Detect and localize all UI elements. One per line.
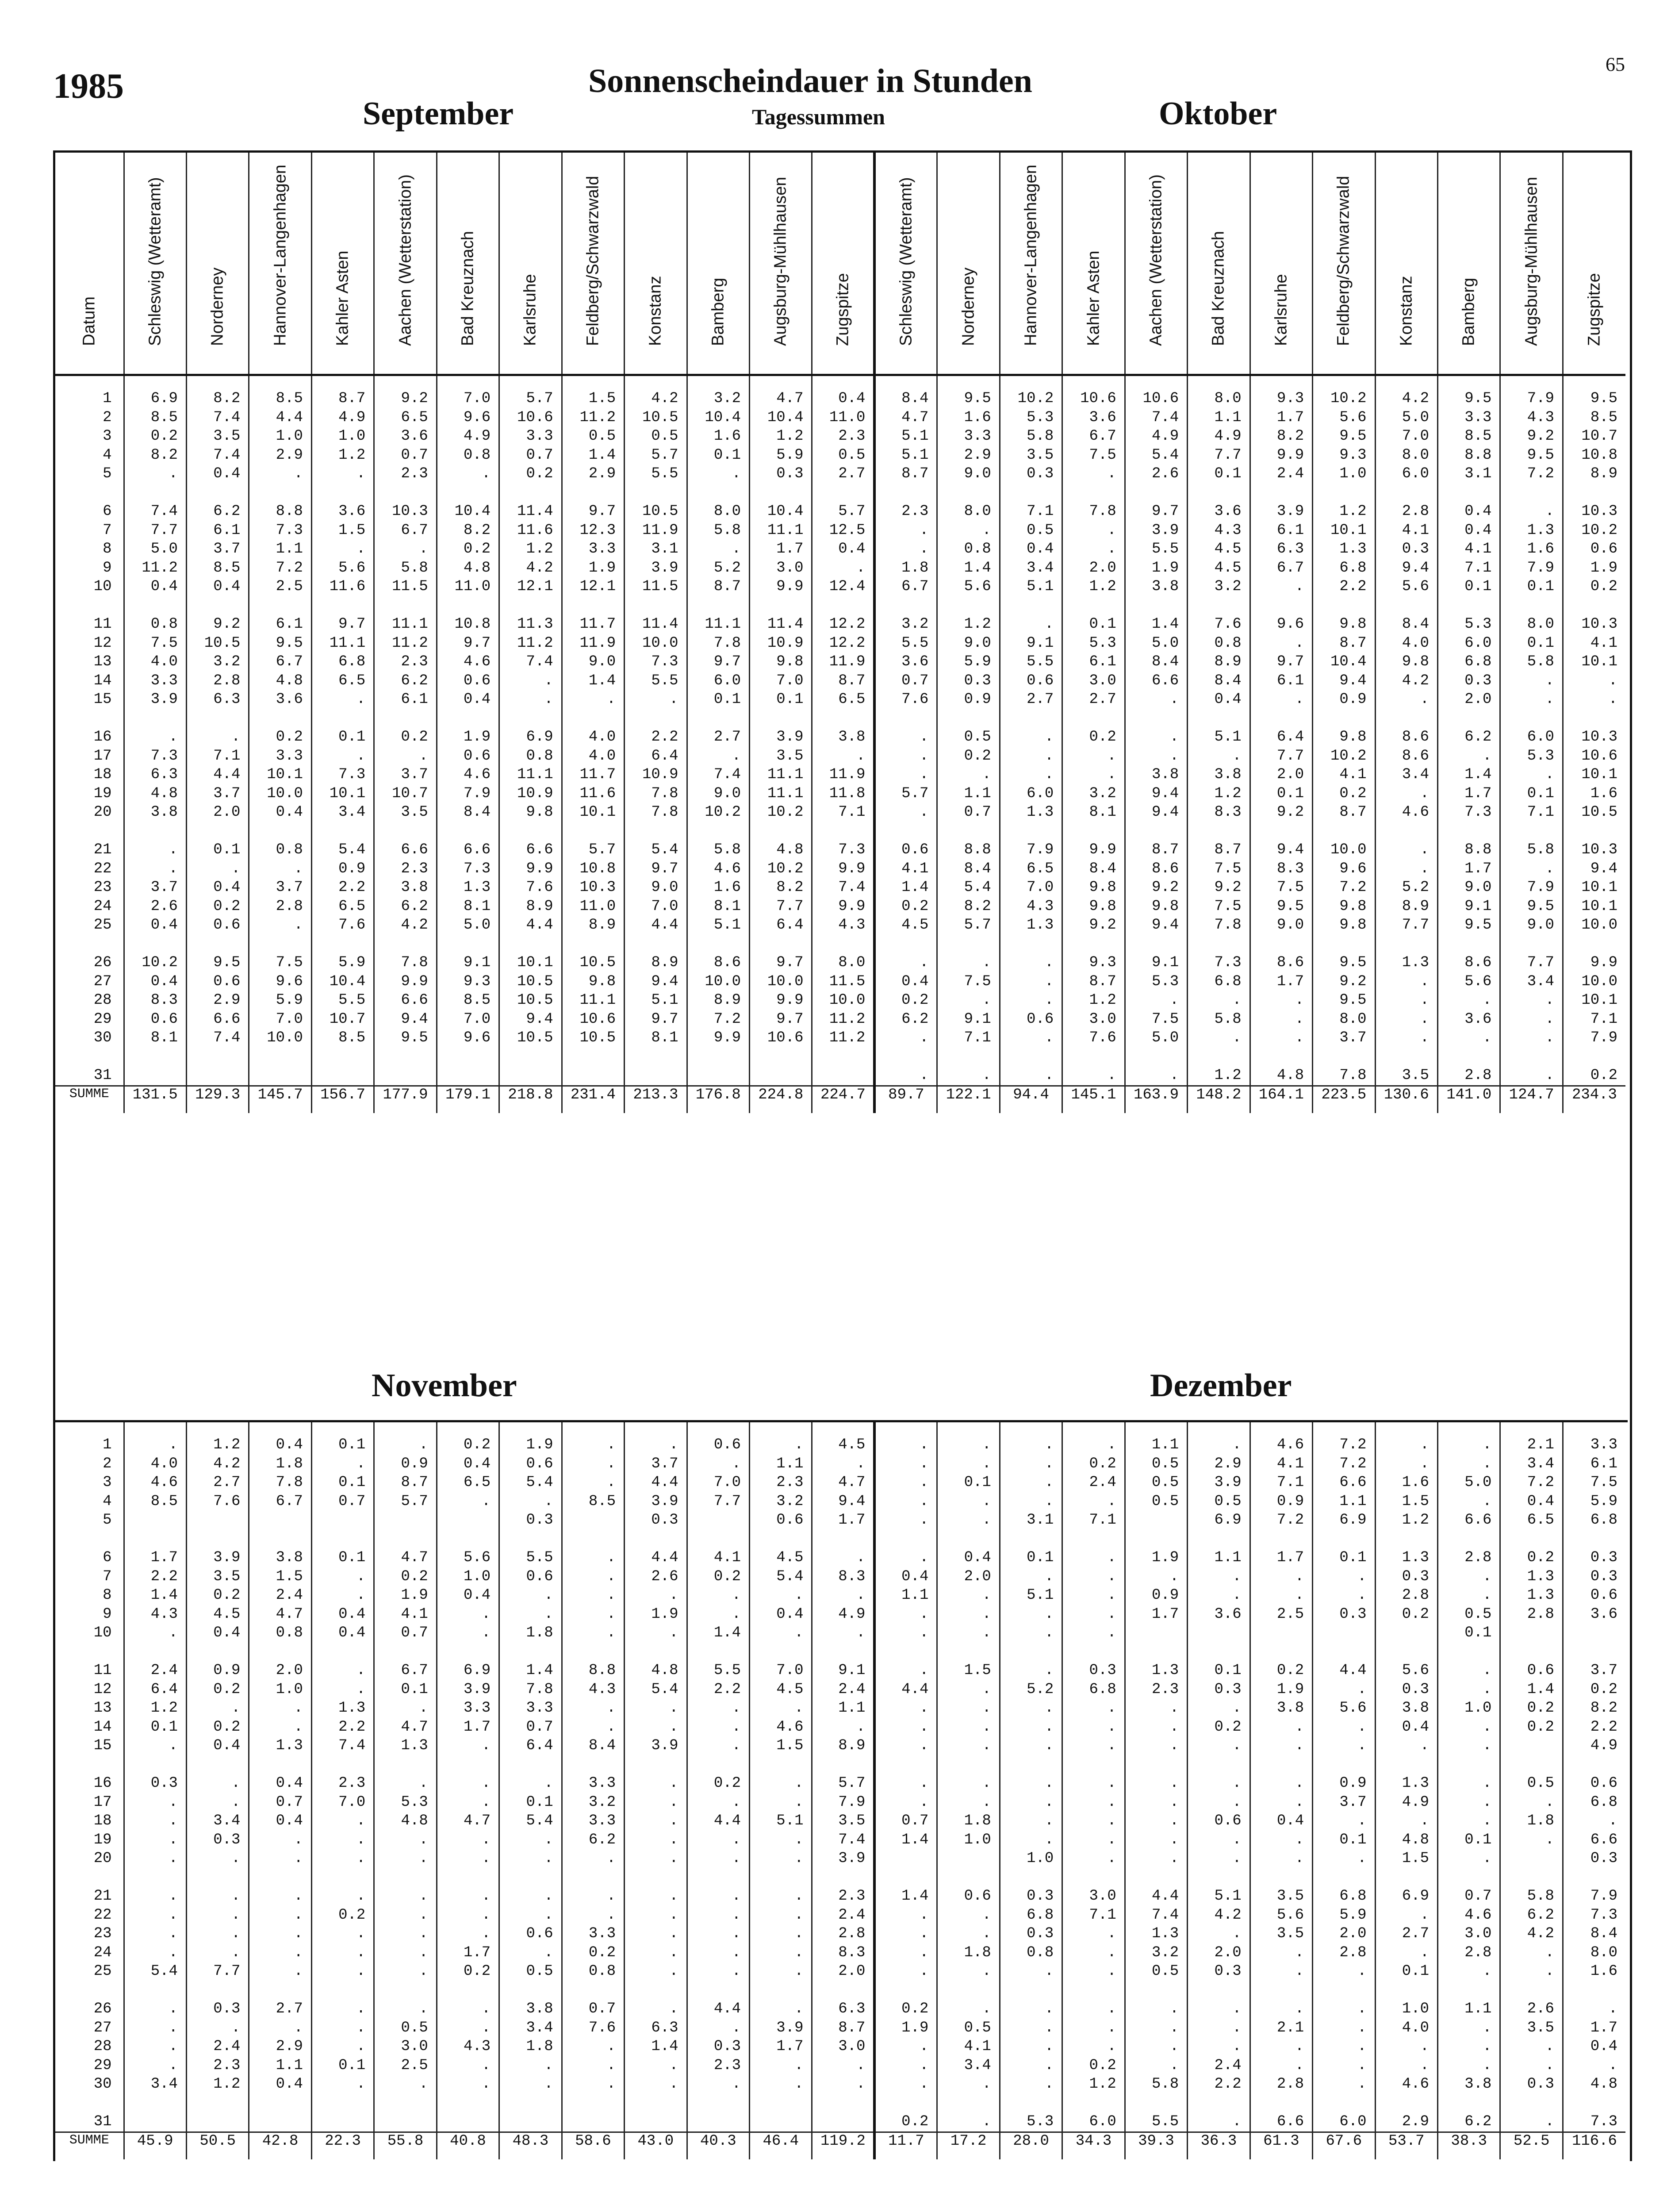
sum-value: 38.3 <box>1438 2132 1500 2159</box>
day-values-column: 9.5 8.5 10.7 10.8 8.9 10.3 10.2 0.6 1.9 0.2 10.3 4.1 10.1 . . 10.3 10.6 10.1 1.6 10.5 10.3 9.4 10.1 10.1 10.0 9.9 10.0 10.1 7.1 7.9 0.2 <box>1563 375 1625 1086</box>
sum-value: 218.8 <box>499 1086 562 1113</box>
day-values-column: 0.2 0.4 6.5 . 5.6 1.0 0.4 . . 6.9 3.9 3.3 1.7 . . . 4.7 . . . . . 1.7 0.2 . . 4.3 . . <box>437 1422 499 2132</box>
sum-value: 163.9 <box>1125 1086 1187 1113</box>
sum-value: 40.3 <box>687 2132 749 2159</box>
day-values-column: 9.2 6.5 3.6 0.7 2.3 10.3 6.7 . 5.8 11.5 11.1 11.2 2.3 6.2 6.1 0.2 . 3.7 10.7 3.5 6.6 2.3 3.8 6.2 4.2 7.8 9.9 6.6 9.4 9.5 <box>374 375 437 1086</box>
sum-value: 45.9 <box>124 2132 186 2159</box>
sum-value: 224.8 <box>750 1086 812 1113</box>
day-values-column: 4.2 5.0 7.0 8.0 6.0 2.8 4.1 0.3 9.4 5.6 8.4 4.0 9.8 4.2 . 8.6 8.6 3.4 . 4.6 . . 5.2 8.9 7.7 1.3 . . . . 3.5 <box>1375 375 1437 1086</box>
station-name: Feldberg/Schwarzwald <box>1334 176 1353 346</box>
sum-value: 177.9 <box>374 1086 437 1113</box>
sum-value: 28.0 <box>1000 2132 1062 2159</box>
page-number: 65 <box>1606 54 1625 75</box>
day-values-column: 1.5 11.2 0.5 1.4 2.9 9.7 12.3 3.3 1.9 12.1 11.7 11.9 9.0 1.4 . 4.0 4.0 11.7 11.6 10.1 5.7 10.8 10.3 11.0 8.9 10.5 9.8 11.1 10.6 10.5 <box>562 375 624 1086</box>
sum-value: 42.8 <box>249 2132 311 2159</box>
day-values-column: 4.2 10.5 0.5 5.7 5.5 10.5 11.9 3.1 3.9 11.5 11.4 10.0 7.3 5.5 . 2.2 6.4 10.9 7.8 7.8 5.4 9.7 9.0 7.0 4.4 8.9 9.4 5.1 9.7 8.1 <box>625 375 687 1086</box>
datum-header-label: Datum <box>80 296 99 346</box>
sum-value: 131.5 <box>124 1086 186 1113</box>
datum-header <box>55 153 124 375</box>
day-values-column: 1.9 0.6 5.4 . 0.3 5.5 0.6 . . 1.8 1.4 7.8 3.3 0.7 6.4 . 0.1 5.4 . . . . 0.6 . 0.5 3.8 3.4 1.8 . . <box>499 1422 562 2132</box>
day-values-column: 8.0 1.1 4.9 7.7 0.1 3.6 4.3 4.5 4.5 3.2 7.6 0.8 8.9 8.4 0.4 5.1 . 3.8 1.2 8.3 8.7 7.5 9.2 7.5 7.8 7.3 6.8 . 5.8 . 1.2 <box>1188 375 1250 1086</box>
station-name: Konstanz <box>1397 276 1416 346</box>
data-table-nov-dec <box>55 1422 1625 2159</box>
sum-value: 148.2 <box>1188 1086 1250 1113</box>
day-values-column: 10.2 5.3 5.8 3.5 0.3 7.1 0.5 0.4 3.4 5.1 . 9.1 5.5 0.6 2.7 . . . 6.0 1.3 7.9 6.5 7.0 4.3 1.3 . . . 0.6 . . <box>1000 375 1062 1086</box>
day-values-column: 4.5 . 4.7 9.4 1.7 . 8.3 . 4.9 . 9.1 2.4 1.1 . 8.9 5.7 7.9 3.5 7.4 3.9 2.3 2.4 2.8 8.3 2.0 6.3 8.7 3.0 . . <box>812 1422 874 2132</box>
day-values-column: 0.4 11.0 2.3 0.5 2.7 5.7 12.5 0.4 . 12.4 12.2 12.2 11.9 8.7 6.5 3.8 . 11.9 11.8 7.1 7.3 9.9 7.4 9.9 4.3 8.0 11.5 10.0 11.2 11.2 <box>812 375 874 1086</box>
sum-value: 22.3 <box>311 2132 374 2159</box>
sum-value: 156.7 <box>311 1086 374 1113</box>
station-header <box>562 153 624 375</box>
station-header <box>186 153 249 375</box>
station-name: Karlsruhe <box>1272 274 1291 346</box>
sum-label: SUMME <box>55 1086 124 1113</box>
sum-value: 129.3 <box>186 1086 249 1113</box>
month-november: November <box>372 1367 517 1404</box>
sum-value: 116.6 <box>1563 2132 1625 2159</box>
day-values-column: 1.1 0.5 0.5 0.5 1.9 . 0.9 1.7 1.3 2.3 . . . . . . . . 4.4 7.4 1.3 3.2 0.5 . . . . 5.8 5.5 <box>1125 1422 1187 2132</box>
sum-value: 58.6 <box>562 2132 624 2159</box>
sum-value: 36.3 <box>1188 2132 1250 2159</box>
station-name: Norderney <box>959 267 978 346</box>
month-dezember: Dezember <box>1150 1367 1292 1404</box>
sum-value: 94.4 <box>1000 1086 1062 1113</box>
sum-value: 141.0 <box>1438 1086 1500 1113</box>
sum-value: 53.7 <box>1375 2132 1437 2159</box>
station-name: Zugspitze <box>833 273 852 346</box>
station-name: Schleswig (Wetteramt) <box>897 177 916 346</box>
sum-value: 34.3 <box>1062 2132 1125 2159</box>
month-oktober: Oktober <box>1159 96 1277 132</box>
sum-value: 124.7 <box>1500 1086 1563 1113</box>
sum-value: 46.4 <box>750 2132 812 2159</box>
day-values-column: . 0.2 2.4 . 7.1 . . . . . 0.3 6.8 . . . . . . . . 3.0 7.1 . . . . . . 0.2 1.2 6.0 <box>1062 1422 1125 2132</box>
data-table-sep-oct <box>55 153 1625 1113</box>
station-header <box>1125 153 1187 375</box>
day-values-column: . 4.0 4.6 8.5 1.7 2.2 1.4 4.3 . 2.4 6.4 1.2 0.1 . 0.3 . . . . . . . . 5.4 . . . . 3.4 <box>124 1422 186 2132</box>
station-name: Kahler Asten <box>333 250 352 346</box>
day-values-column: 3.3 6.1 7.5 5.9 6.8 0.3 0.3 0.6 3.6 3.7 0.2 8.2 2.2 4.9 0.6 6.8 . 6.6 0.3 7.9 7.3 8.4 8.0 1.6 . 1.7 0.4 . 4.8 7.3 <box>1563 1422 1625 2132</box>
sum-value: 145.7 <box>249 1086 311 1113</box>
station-header <box>687 153 749 375</box>
sum-value: 164.1 <box>1250 1086 1312 1113</box>
station-header <box>249 153 311 375</box>
day-values-column: 8.2 7.4 3.5 7.4 0.4 6.2 6.1 3.7 8.5 0.4 9.2 10.5 3.2 2.8 6.3 . 7.1 4.4 3.7 2.0 0.1 . 0.4 0.2 0.6 9.5 0.6 2.9 6.6 7.4 <box>186 375 249 1086</box>
station-header <box>937 153 1000 375</box>
sum-value: 11.7 <box>874 2132 937 2159</box>
day-values-column: 0.6 . 7.0 7.7 4.1 0.2 . . 1.4 5.5 2.2 . . . 0.2 . 4.4 . . . . . . . 4.4 . 0.3 2.3 . <box>687 1422 749 2132</box>
day-values-column: 0.1 . 0.1 0.7 0.1 . . 0.4 0.4 . . 1.3 2.2 7.4 2.3 7.0 . . . . 0.2 . . . . . . 0.1 . <box>311 1422 374 2132</box>
station-name: Bamberg <box>1459 277 1478 346</box>
station-name: Augsburg-Mühlhausen <box>771 177 790 346</box>
station-name: Bad Kreuznach <box>1209 231 1228 346</box>
sum-value: 89.7 <box>874 1086 937 1113</box>
day-values-column: 10.2 5.6 9.5 9.3 1.0 1.2 10.1 1.3 6.8 2.2 9.8 8.7 10.4 9.4 0.9 9.8 10.2 4.1 0.2 8.7 10.0 9.6 7.2 9.8 9.8 9.5 9.2 9.5 8.0 3.7 7.8 <box>1313 375 1375 1086</box>
sum-value: 17.2 <box>937 2132 1000 2159</box>
sum-value: 55.8 <box>374 2132 437 2159</box>
day-values-column: 3.2 10.4 1.6 0.1 . 8.0 5.8 . 5.2 8.7 11.1 7.8 9.7 6.0 0.1 2.7 . 7.4 9.0 10.2 5.8 4.6 1.6 8.1 5.1 8.6 10.0 8.9 7.2 9.9 <box>687 375 749 1086</box>
day-values-column: 10.6 7.4 4.9 5.4 2.6 9.7 3.9 5.5 1.9 3.8 1.4 5.0 8.4 6.6 . . . 3.8 9.4 9.4 8.7 8.6 9.2 9.8 9.4 9.1 5.3 . 7.5 5.0 . <box>1125 375 1187 1086</box>
station-name: Zugspitze <box>1585 273 1604 346</box>
sum-value: 40.8 <box>437 2132 499 2159</box>
sum-row <box>55 1086 1625 1113</box>
column-header-row <box>55 153 1625 375</box>
station-name: Norderney <box>208 267 227 346</box>
day-values-column: . 0.9 8.7 5.7 4.7 0.2 1.9 4.1 0.7 6.7 0.1 . 4.7 1.3 . 5.3 4.8 . . . . . . . . 0.5 3.0 2.5 . <box>374 1422 437 2132</box>
station-name: Bamberg <box>709 277 728 346</box>
sum-value: 130.6 <box>1375 1086 1437 1113</box>
station-header <box>374 153 437 375</box>
sum-value: 213.3 <box>625 1086 687 1113</box>
day-values-column: 9.3 1.7 8.2 9.9 2.4 3.9 6.1 6.3 6.7 . 9.6 . 9.7 6.1 . 6.4 7.7 2.0 0.1 9.2 9.4 8.3 7.5 9.5 9.0 8.6 1.7 . . . 4.8 <box>1250 375 1312 1086</box>
day-values-column: 4.6 4.1 7.1 0.9 7.2 1.7 . . 2.5 0.2 1.9 3.8 . . . . 0.4 . . 3.5 5.6 3.5 . . . 2.1 . . 2.8 6.6 <box>1250 1422 1312 2132</box>
month-september: September <box>363 96 514 132</box>
sum-value: 231.4 <box>562 1086 624 1113</box>
day-values-column: 8.5 4.4 1.0 2.9 . 8.8 7.3 1.1 7.2 2.5 6.1 9.5 6.7 4.8 3.6 0.2 3.3 10.1 10.0 0.4 0.8 . 3.7 2.8 . 7.5 9.6 5.9 7.0 10.0 <box>249 375 311 1086</box>
station-header <box>625 153 687 375</box>
data-body-row <box>55 1422 1625 2132</box>
station-name: Hannover-Langenhagen <box>1021 165 1040 346</box>
day-values-column: 7.0 9.6 4.9 0.8 . 10.4 8.2 0.2 4.8 11.0 10.8 9.7 4.6 0.6 0.4 1.9 0.6 4.6 7.9 8.4 6.6 7.3 1.3 8.1 5.0 9.1 9.3 8.5 7.0 9.6 <box>437 375 499 1086</box>
day-values-column: . 2.9 3.9 0.5 6.9 1.1 . . 3.6 0.1 0.3 . 0.2 . . . 0.6 . . 5.1 4.2 . 2.0 0.3 . . . 2.4 2.2 . <box>1188 1422 1250 2132</box>
day-values-column: . . 0.1 . . 0.4 2.0 . . . 1.5 . . . . . . 1.8 1.0 0.6 . . 1.8 . . 0.5 4.1 3.4 . . <box>937 1422 1000 2132</box>
sum-value: 48.3 <box>499 2132 562 2159</box>
station-name: Augsburg-Mühlhausen <box>1522 177 1541 346</box>
station-name: Karlsruhe <box>521 274 540 346</box>
sum-value: 39.3 <box>1125 2132 1187 2159</box>
station-header <box>124 153 186 375</box>
day-values-column: . . . 8.5 . . . . . 8.8 4.3 . . 8.4 3.3 3.2 3.3 6.2 . . . 3.3 0.2 0.8 0.7 7.6 . . . <box>562 1422 624 2132</box>
day-values-column: 2.1 3.4 7.2 0.4 6.5 0.2 1.3 1.3 2.8 0.6 1.4 0.2 0.2 0.5 . 1.8 . 5.8 6.2 4.2 . . 2.6 3.5 . . 0.3 . <box>1500 1422 1563 2132</box>
sum-value: 52.5 <box>1500 2132 1563 2159</box>
sum-value: 223.5 <box>1313 1086 1375 1113</box>
page-subtitle: Tagessummen <box>752 104 885 129</box>
datum-column: 1 2 3 4 5 6 7 8 9 10 11 12 13 14 15 16 17 18 19 20 21 22 23 24 25 26 27 28 29 30 31 <box>93 1436 112 2130</box>
station-header <box>750 153 812 375</box>
station-header <box>1250 153 1312 375</box>
day-values-column: 1.2 4.2 2.7 7.6 3.9 3.5 0.2 4.5 0.4 0.9 0.2 . 0.2 0.4 . . 3.4 0.3 . . . . . 7.7 0.3 . 2.4 2.3 1.2 <box>186 1422 249 2132</box>
sum-value: 224.7 <box>812 1086 874 1113</box>
day-values-column: . 1.1 2.3 3.2 0.6 4.5 5.4 . 0.4 . 7.0 4.5 . 4.6 1.5 . . 5.1 . . . . . . . . 3.9 1.7 . . <box>750 1422 812 2132</box>
day-values-column: 10.6 3.6 6.7 7.5 . 7.8 . . 2.0 1.2 0.1 5.3 6.1 3.0 2.7 0.2 . . 3.2 8.1 9.9 8.4 9.8 9.8 9.2 9.3 8.7 1.2 3.0 7.6 . <box>1062 375 1125 1086</box>
station-name: Aachen (Wetterstation) <box>396 174 415 346</box>
sum-label: SUMME <box>55 2132 124 2159</box>
station-header <box>812 153 874 375</box>
station-name: Konstanz <box>646 276 665 346</box>
station-header <box>1375 153 1437 375</box>
day-values-column: . . 1.6 1.5 1.2 1.3 0.3 2.8 0.2 5.6 0.3 3.8 0.4 . 1.3 4.9 . 4.8 1.5 6.9 . 2.7 . 0.1 1.0 4.0 . . 4.6 2.9 <box>1375 1422 1437 2132</box>
station-header <box>437 153 499 375</box>
day-values-column: 8.4 4.7 5.1 5.1 8.7 2.3 . . 1.8 6.7 3.2 5.5 3.6 0.7 7.6 . . . 5.7 . 0.6 4.1 1.4 0.2 4.5 . 0.4 0.2 6.2 . . <box>874 375 937 1086</box>
page-title: Sonnenscheindauer in Stunden <box>588 62 1032 100</box>
station-header <box>1062 153 1125 375</box>
sum-value: 179.1 <box>437 1086 499 1113</box>
sum-value: 67.6 <box>1313 2132 1375 2159</box>
sum-value: 145.1 <box>1062 1086 1125 1113</box>
station-header <box>1500 153 1563 375</box>
station-name: Kahler Asten <box>1084 250 1103 346</box>
day-values-column: 5.7 10.6 3.3 0.7 0.2 11.4 11.6 1.2 4.2 12.1 11.3 11.2 7.4 . . 6.9 0.8 11.1 10.9 9.8 6.6 9.9 7.6 8.9 4.4 10.1 10.5 10.5 9.4 10.5 <box>499 375 562 1086</box>
day-values-column: 8.7 4.9 1.0 1.2 . 3.6 1.5 . 5.6 11.6 9.7 11.1 6.8 6.5 . 0.1 . 7.3 10.1 3.4 5.4 0.9 2.2 6.5 7.6 5.9 10.4 5.5 10.7 8.5 <box>311 375 374 1086</box>
station-header <box>1563 153 1625 375</box>
day-values-column: 6.9 8.5 0.2 8.2 . 7.4 7.7 5.0 11.2 0.4 0.8 7.5 4.0 3.3 3.9 . 7.3 6.3 4.8 3.8 . . 3.7 2.6 0.4 10.2 0.4 8.3 0.6 8.1 <box>124 375 186 1086</box>
day-values-column: . 3.7 4.4 3.9 0.3 4.4 2.6 . 1.9 . 4.8 5.4 . . 3.9 . . . . . . . . . . . 6.3 1.4 . . <box>625 1422 687 2132</box>
day-values-column: . . 5.0 . 6.6 2.8 . . 0.5 0.1 . . 1.0 . . . . . 0.1 . 0.7 4.6 3.0 2.8 . 1.1 . . . 3.8 6.2 <box>1438 1422 1500 2132</box>
station-name: Schleswig (Wetteramt) <box>146 177 165 346</box>
day-values-column: 7.2 7.2 6.6 1.1 6.9 0.1 . . 0.3 4.4 . 5.6 . . 0.9 3.7 . 0.1 . 6.8 5.9 2.0 2.8 . . . . . . 6.0 <box>1313 1422 1375 2132</box>
day-values-column: 7.9 4.3 9.2 9.5 7.2 . 1.3 1.6 7.9 0.1 8.0 0.1 5.8 . . 6.0 5.3 . 0.1 7.1 5.8 . 7.9 9.5 9.0 7.7 3.4 . . . . <box>1500 375 1563 1086</box>
year-label: 1985 <box>53 67 124 106</box>
sum-value: 119.2 <box>812 2132 874 2159</box>
day-values-column: . . . . . . 0.4 1.1 . . . 4.4 . . . . . 0.7 1.4 1.4 . . . . 0.2 1.9 . . . 0.2 <box>874 1422 937 2132</box>
station-header <box>499 153 562 375</box>
sum-value: 122.1 <box>937 1086 1000 1113</box>
sum-value: 43.0 <box>625 2132 687 2159</box>
day-values-column: . . . . 3.1 0.1 . 5.1 . . . 5.2 . . . . . . . 1.0 0.3 6.8 0.3 0.8 . . . . . . 5.3 <box>1000 1422 1062 2132</box>
station-name: Aachen (Wetterstation) <box>1146 174 1165 346</box>
station-header <box>1438 153 1500 375</box>
day-values-column: 0.4 1.8 7.8 6.7 3.8 1.5 2.4 4.7 0.8 2.0 1.0 . . 1.3 0.4 0.7 0.4 . . . . . . . 2.7 . 2.9 1.1 0.4 <box>249 1422 311 2132</box>
station-header <box>874 153 937 375</box>
sum-value: 50.5 <box>186 2132 249 2159</box>
station-name: Hannover-Langenhagen <box>271 165 290 346</box>
sum-value: 176.8 <box>687 1086 749 1113</box>
sum-value: 61.3 <box>1250 2132 1312 2159</box>
station-name: Feldberg/Schwarzwald <box>583 176 602 346</box>
day-values-column: 9.5 3.3 8.5 8.8 3.1 0.4 0.4 4.1 7.1 0.1 5.3 6.0 6.8 0.3 2.0 6.2 . 1.4 1.7 7.3 8.8 1.7 9.0 9.1 9.5 8.6 5.6 . 3.6 . 2.8 <box>1438 375 1500 1086</box>
data-body-row <box>55 375 1625 1086</box>
station-header <box>1188 153 1250 375</box>
station-header <box>311 153 374 375</box>
sum-row <box>55 2132 1625 2159</box>
station-name: Bad Kreuznach <box>458 231 477 346</box>
station-header <box>1000 153 1062 375</box>
datum-column: 1 2 3 4 5 6 7 8 9 10 11 12 13 14 15 16 17 18 19 20 21 22 23 24 25 26 27 28 29 30 31 <box>93 390 112 1084</box>
day-values-column: 9.5 1.6 3.3 2.9 9.0 8.0 . 0.8 1.4 5.6 1.2 9.0 5.9 0.3 0.9 0.5 0.2 . 1.1 0.7 8.8 8.4 5.4 8.2 5.7 . 7.5 . 9.1 7.1 . <box>937 375 1000 1086</box>
station-header <box>1313 153 1375 375</box>
day-values-column: 4.7 10.4 1.2 5.9 0.3 10.4 11.1 1.7 3.0 9.9 11.4 10.9 9.8 7.0 0.1 3.9 3.5 11.1 11.1 10.2 4.8 10.2 8.2 7.7 6.4 9.7 10.0 9.9 9.7 10.6 <box>750 375 812 1086</box>
sum-value: 234.3 <box>1563 1086 1625 1113</box>
